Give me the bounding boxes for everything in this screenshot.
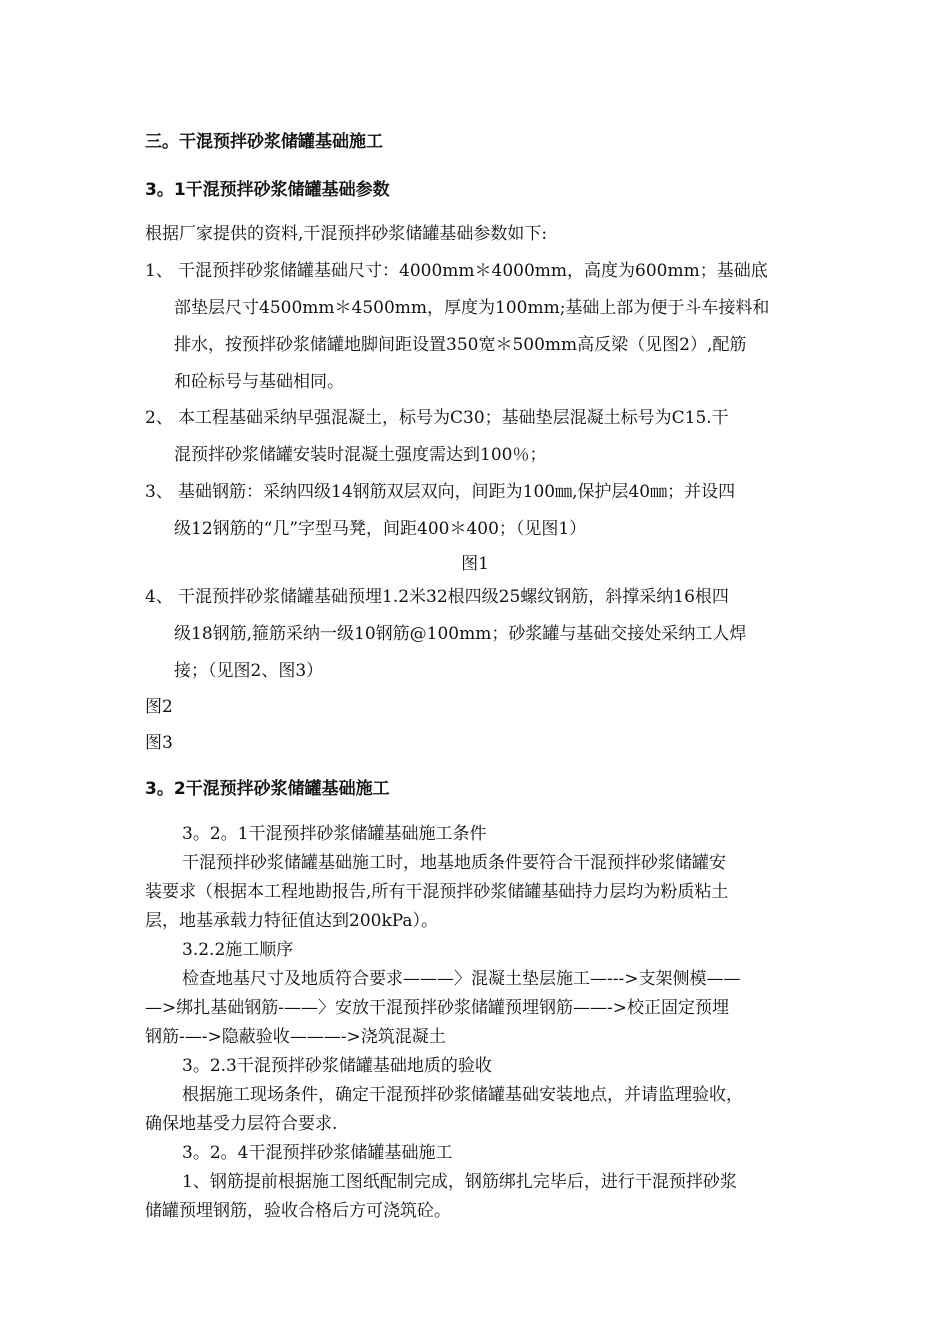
paragraph-line: 装要求（根据本工程地勘报告,所有干混预拌砂浆储罐基础持力层均为粉质粘土 (145, 882, 729, 902)
list-item-line: 部垫层尺寸4500mm＊4500mm，厚度为100mm;基础上部为便于斗车接料和 (174, 298, 770, 318)
list-item-line: 级12钢筋的“几”字型马凳，间距400＊400；（见图1） (174, 519, 587, 539)
list-item-number: 1、 (145, 261, 173, 281)
paragraph-line: 干混预拌砂浆储罐基础施工时，地基地质条件要符合干混预拌砂浆储罐安 (182, 853, 726, 873)
subsection-3-2-1-title: 3。2。1干混预拌砂浆储罐基础施工条件 (182, 824, 487, 844)
paragraph-line: 根据施工现场条件，确定干混预拌砂浆储罐基础安装地点，并请监理验收， (182, 1085, 743, 1105)
list-item-number: 4、 (145, 587, 173, 607)
list-item-line: 混预拌砂浆储罐安装时混凝土强度需达到100％； (174, 445, 547, 465)
list-item-number: 2、 (145, 408, 173, 428)
list-item-line: 本工程基础采纳早强混凝土，标号为C30；基础垫层混凝土标号为C15.干 (178, 408, 729, 428)
paragraph-line: 钢筋-—->隐蔽验收———->浇筑混凝土 (145, 1027, 446, 1047)
subsection-3-2-title: 3。2干混预拌砂浆储罐基础施工 (145, 779, 390, 799)
subsection-3-2-2-title: 3.2.2施工顺序 (182, 940, 294, 960)
list-item-line: 接；（见图2、图3） (174, 661, 324, 681)
paragraph-line: —>绑扎基础钢筋-——〉安放干混预拌砂浆储罐预埋钢筋——->校正固定预埋 (145, 998, 729, 1018)
intro-paragraph: 根据厂家提供的资料,干混预拌砂浆储罐基础参数如下: (145, 224, 548, 244)
figure-3-caption: 图3 (145, 733, 173, 753)
paragraph-line: 层，地基承载力特征值达到200kPa）。 (145, 911, 439, 931)
figure-1-caption: 图1 (461, 554, 489, 574)
paragraph-line: 确保地基受力层符合要求. (145, 1114, 338, 1134)
paragraph-line: 检查地基尺寸及地质符合要求———〉混凝土垫层施工—--->支架侧模—— (182, 969, 741, 989)
list-item-line: 基础钢筋：采纳四级14钢筋双层双向，间距为100㎜,保护层40㎜；并设四 (178, 482, 736, 502)
paragraph-line: 储罐预埋钢筋，验收合格后方可浇筑砼。 (145, 1201, 451, 1221)
section-title: 三。干混预拌砂浆储罐基础施工 (145, 132, 383, 152)
figure-2-caption: 图2 (145, 697, 173, 717)
list-item-line: 干混预拌砂浆储罐基础预埋1.2米32根四级25螺纹钢筋，斜撑采纳16根四 (178, 587, 729, 607)
subsection-3-2-3-title: 3。2.3干混预拌砂浆储罐基础地质的验收 (182, 1056, 492, 1076)
list-item-line: 和砼标号与基础相同。 (174, 372, 344, 392)
subsection-3-2-4-title: 3。2。4干混预拌砂浆储罐基础施工 (182, 1143, 453, 1163)
list-item-line: 排水，按预拌砂浆储罐地脚间距设置350宽＊500mm高反梁（见图2）,配筋 (174, 335, 747, 355)
list-item-number: 3、 (145, 482, 173, 502)
list-item-line: 级18钢筋,箍筋采纳一级10钢筋@100mm；砂浆罐与基础交接处采纳工人焊 (174, 624, 747, 644)
paragraph-line: 1、钢筋提前根据施工图纸配制完成，钢筋绑扎完毕后，进行干混预拌砂浆 (182, 1172, 737, 1192)
subsection-3-1-title: 3。1干混预拌砂浆储罐基础参数 (145, 180, 390, 200)
list-item-line: 干混预拌砂浆储罐基础尺寸：4000mm＊4000mm，高度为600mm；基础底 (178, 261, 768, 281)
